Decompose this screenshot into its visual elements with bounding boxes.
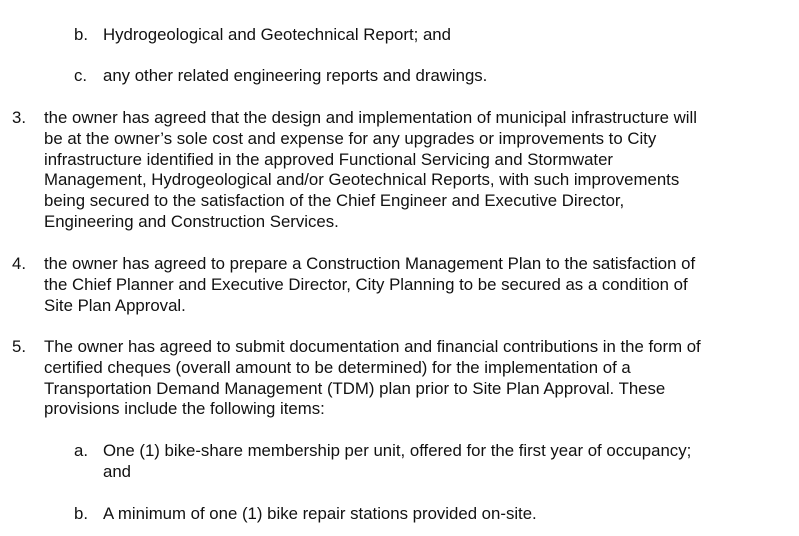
list-item-text: A minimum of one (1) bike repair stations provided on-site.: [103, 504, 537, 523]
list-marker: b.: [74, 504, 88, 523]
list-marker: b.: [74, 25, 88, 44]
item-number: 5.: [12, 337, 26, 356]
list-item-text: One (1) bike-share membership per unit, offered for the first year of occupancy; and: [103, 441, 692, 481]
list-item-text: Hydrogeological and Geotechnical Report; and: [103, 25, 451, 44]
item-text: the owner has agreed that the design and implementation of municipal infrastructure will be at the owner’s sole cost and expense for any upgrades or improvements to City infrastructure identified in the approved Functional Servicing and Stormwater Management, Hydrogeological and/or Geotechnical Reports, with such improvements being secured to the satisfaction of the Chief Engineer and Executive Director, Engineering and Construction Services.: [44, 108, 697, 231]
list-item-text: any other related engineering reports and drawings.: [103, 66, 488, 85]
list-marker: a.: [74, 441, 88, 460]
list-marker: c.: [74, 66, 88, 85]
item-text: The owner has agreed to submit documentation and financial contributions in the form of certified cheques (overall amount to be determined) for the implementation of a Transportation Demand Management (TDM) plan prior to Site Plan Approval. These provisions include the following items:: [44, 337, 701, 419]
item-text: the owner has agreed to prepare a Construction Management Plan to the satisfaction of the Chief Planner and Executive Director, City Planning to be secured as a condition of Site Plan Approval.: [44, 254, 696, 315]
item-number: 4.: [12, 254, 26, 273]
item-number: 3.: [12, 108, 26, 127]
